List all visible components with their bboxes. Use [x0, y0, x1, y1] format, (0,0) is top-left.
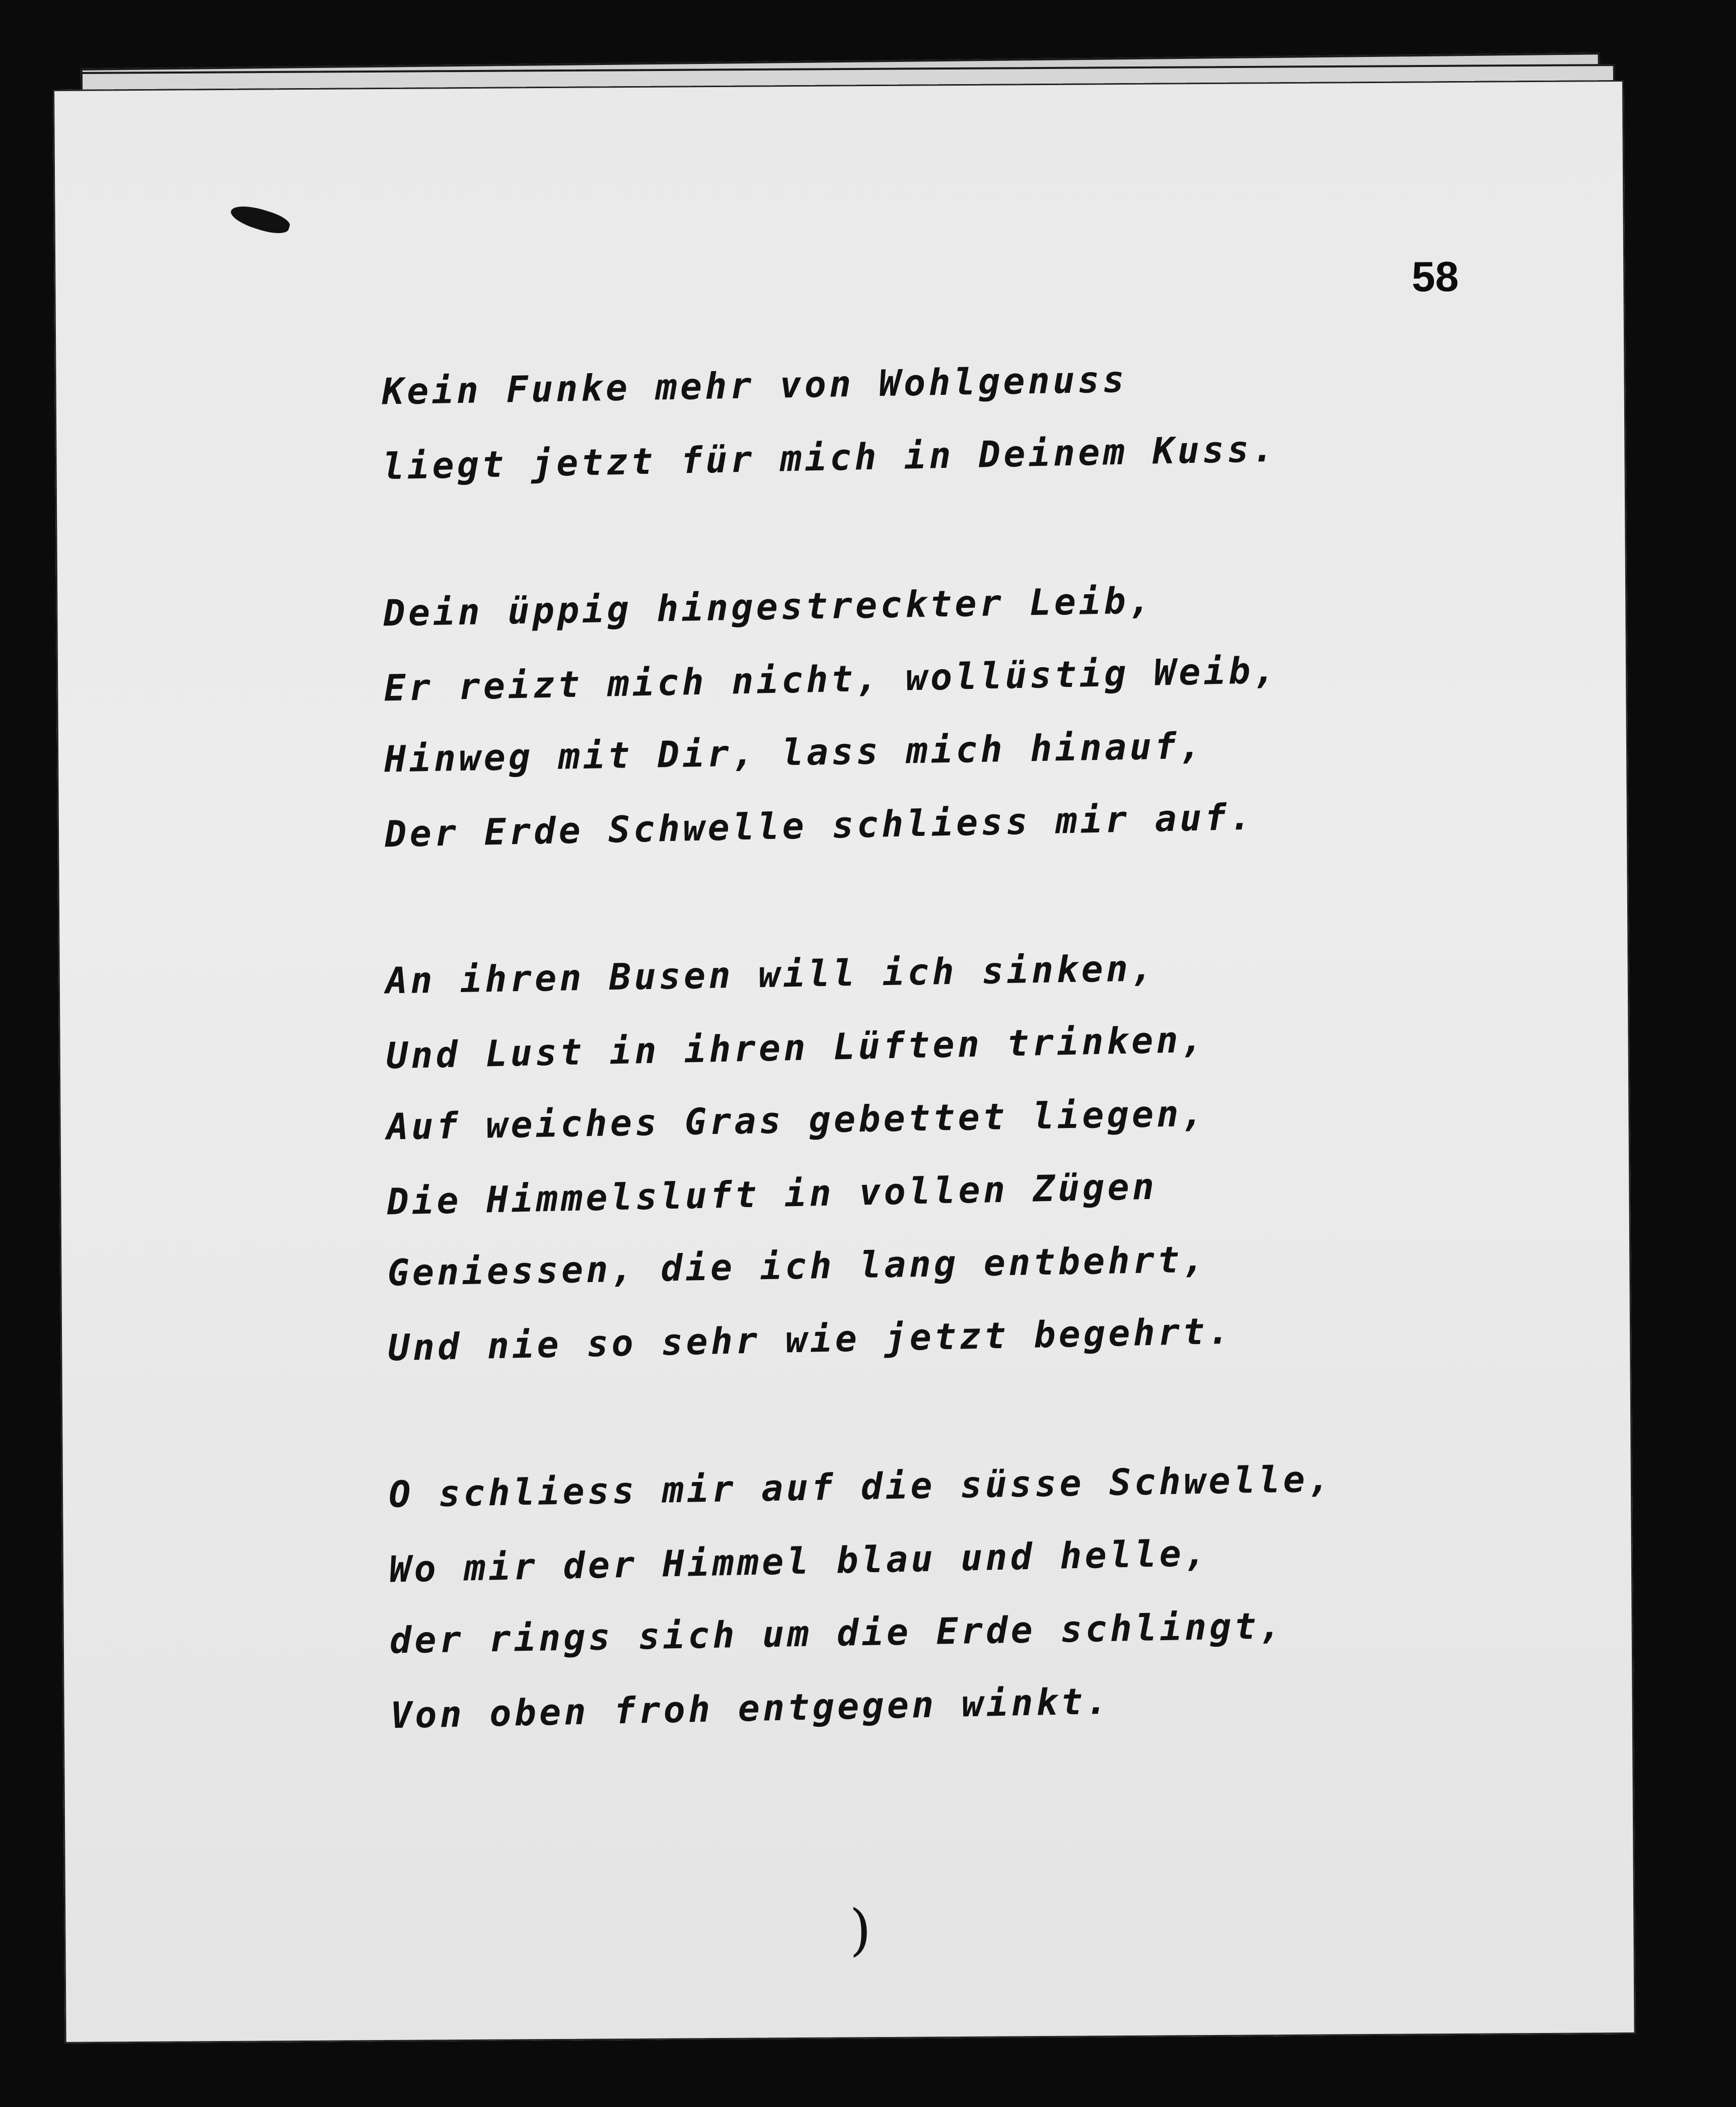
poem-line: Und Lust in ihren Lüften trinken, — [385, 1018, 1206, 1077]
typewritten-page — [53, 80, 1636, 2044]
poem-line: Kein Funke mehr von Wohlgenuss — [382, 358, 1128, 413]
stanza-4 — [389, 1446, 1498, 1744]
poem-line: Auf weiches Gras gebettet liegen, — [386, 1092, 1207, 1148]
poem-line: Die Himmelsluft in vollen Zügen — [386, 1165, 1158, 1223]
stanza-1 — [382, 343, 1490, 496]
poem-line: der rings sich um die Erde schlingt, — [389, 1604, 1284, 1662]
poem-line: An ihren Busen will ich sinken, — [385, 947, 1156, 1002]
ink-smudge — [228, 200, 292, 238]
poem-line: Dein üppig hingestreckter Leib, — [383, 579, 1154, 635]
poem-line: Von oben froh entgegen winkt. — [389, 1679, 1111, 1737]
stanza-3 — [385, 932, 1495, 1377]
poem-line: Wo mir der Himmel blau und helle, — [389, 1531, 1210, 1591]
poem-line: O schliess mir auf die süsse Schwelle, — [388, 1457, 1333, 1516]
poem — [382, 343, 1498, 1820]
poem-line: Geniessen, die ich lang entbehrt, — [387, 1238, 1208, 1294]
stanza-2 — [383, 565, 1493, 863]
poem-line: Und nie so sehr wie jetzt begehrt. — [387, 1309, 1233, 1369]
poem-line: Er reizt mich nicht, wollüstig Weib, — [383, 649, 1279, 710]
poem-line: liegt jetzt für mich in Deinem Kuss. — [382, 427, 1277, 488]
poem-line: Der Erde Schwelle schliess mir auf. — [384, 795, 1255, 856]
poem-line: Hinweg mit Dir, lass mich hinauf, — [384, 724, 1205, 781]
footer-mark: ) — [849, 1898, 872, 1962]
page-number: 58 — [1411, 252, 1459, 301]
